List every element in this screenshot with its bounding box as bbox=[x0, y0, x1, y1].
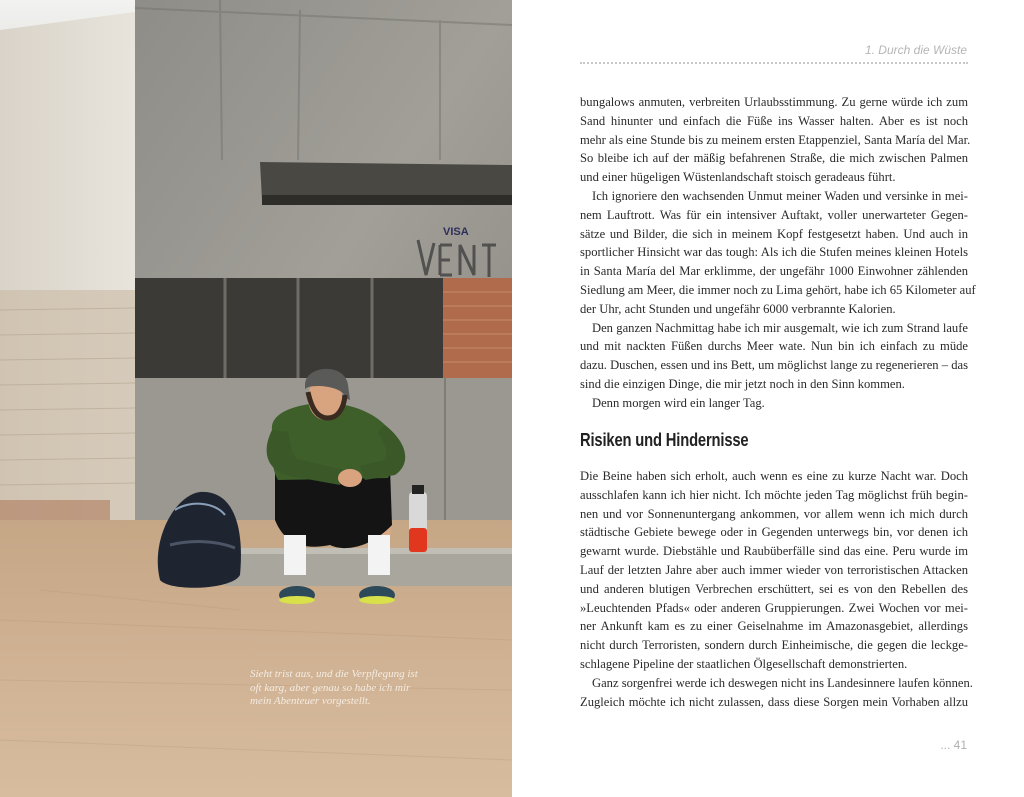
text-line: sätze und Bilder, die sich in meinem Kopf festgesetzt haben. Und auch in bbox=[580, 226, 968, 241]
text-line: der Uhr, acht Stunden und ungefähr 6000 verbrannte Kalorien. bbox=[580, 301, 896, 316]
text-line: und mit nackten Füßen durchs Meer wate. Nun bin ich einfach zu müde bbox=[580, 339, 968, 354]
text-line: Die Beine haben sich erholt, auch wenn es eine zu kurze Nacht war. Doch bbox=[580, 469, 968, 483]
text-line: Ich ignoriere den wachsenden Unmut meiner Waden und versinke in mei- bbox=[592, 188, 968, 203]
section-heading: Risiken und Hindernisse bbox=[580, 430, 749, 450]
text-line: nem Lauftrott. Was für ein intensiver Auftakt, voller unerwarteter Gegen- bbox=[580, 207, 968, 222]
text-line: dazu. Duschen, essen und ins Bett, um möglichst lange zu regenerieren – das bbox=[580, 358, 968, 373]
text-line: ner Ankunft kam es zu einer Geiselnahme im Amazonasgebiet, allerdings bbox=[580, 619, 968, 634]
text-line: »Leuchtenden Pfads« oder anderen Gruppierungen. Zwei Wochen vor mei- bbox=[580, 600, 968, 615]
page-number: ... 41 bbox=[940, 738, 967, 752]
text-line: und einer hügeligen Wüstenlandschaft stoisch geradeaus führt. bbox=[580, 170, 896, 185]
caption-line: oft karg, aber genau so habe ich mir bbox=[250, 681, 411, 694]
caption-line: Sieht trist aus, und die Verpflegung ist bbox=[250, 668, 418, 680]
text-line: sportlicher Hinsicht war das tough: Als ich die Stufen meines kleinen Hotels bbox=[580, 245, 968, 260]
text-page bbox=[512, 0, 1024, 797]
photo-caption bbox=[250, 668, 450, 709]
text-line: Ganz sorgenfrei werde ich deswegen nicht ins Landesinnere laufen können. bbox=[592, 675, 973, 690]
text-line: mehr als eine Stunde bis zu meinem ersten Etappenziel, Santa María del Mar. bbox=[580, 132, 971, 147]
text-line: sind die einzigen Dinge, die mir jetzt noch in den Sinn kommen. bbox=[580, 376, 905, 391]
body-text-upper bbox=[580, 93, 976, 413]
text-line: nen und vor Sonnenuntergang ankommen, vor allem wenn ich mich durch bbox=[580, 506, 968, 521]
wall-graffiti: VISA bbox=[443, 226, 469, 238]
text-line: schlagene Pipeline der staatlichen Ölgesellschaft demonstrierten. bbox=[580, 656, 908, 671]
running-head: 1. Durch die Wüste bbox=[864, 43, 967, 57]
text-line: in Santa María del Mar erklimme, der ungefähr 1000 Einwohner zählenden bbox=[580, 264, 968, 279]
text-line: So bleibe ich auf der mäßig befahrenen Straße, die mich zwischen Palmen bbox=[580, 151, 968, 166]
text-line: ausschlafen kann ich hier nicht. Ich möchte jeden Tag möglichst früh begin- bbox=[580, 487, 968, 502]
text-line: Den ganzen Nachmittag habe ich mir ausgemalt, wie ich zum Strand laufe bbox=[592, 320, 968, 335]
body-text-lower bbox=[580, 467, 973, 711]
text-line: gewarnt wurde. Diebstähle und Raubüberfälle sind das eine. Peru wurde im bbox=[580, 544, 968, 559]
text-line: nicht durch Terroristen, sondern durch Einheimische, die gegen die leckge- bbox=[580, 638, 968, 653]
text-line: Sand hinunter und einfach die Füße ins Wasser halten. Aber es ist noch bbox=[580, 113, 968, 128]
text-line: Denn morgen wird ein langer Tag. bbox=[592, 395, 765, 410]
text-line: und anderen blutigen Verbrechen erschüttert, sei es von den Rebellen des bbox=[580, 581, 968, 596]
header-rule bbox=[580, 62, 968, 64]
text-line: Lauf der letzten Jahre aber auch immer wieder von terroristischen Attacken bbox=[580, 562, 968, 577]
caption-line: mein Abenteuer vorgestellt. bbox=[250, 695, 371, 707]
text-line: bungalows anmuten, verbreiten Urlaubsstimmung. Zu gerne würde ich zum bbox=[580, 95, 968, 109]
text-line: städtische Gebiete bewege oder in Gegenden unterwegs bin, vor denen ich bbox=[580, 525, 968, 540]
text-line: Zugleich möchte ich nicht zulassen, dass diese Sorgen mein Vorhaben allzu bbox=[580, 694, 968, 709]
text-line: Siedlung am Meer, die immer noch zu Lima gehört, habe ich 65 Kilometer auf bbox=[580, 282, 976, 297]
